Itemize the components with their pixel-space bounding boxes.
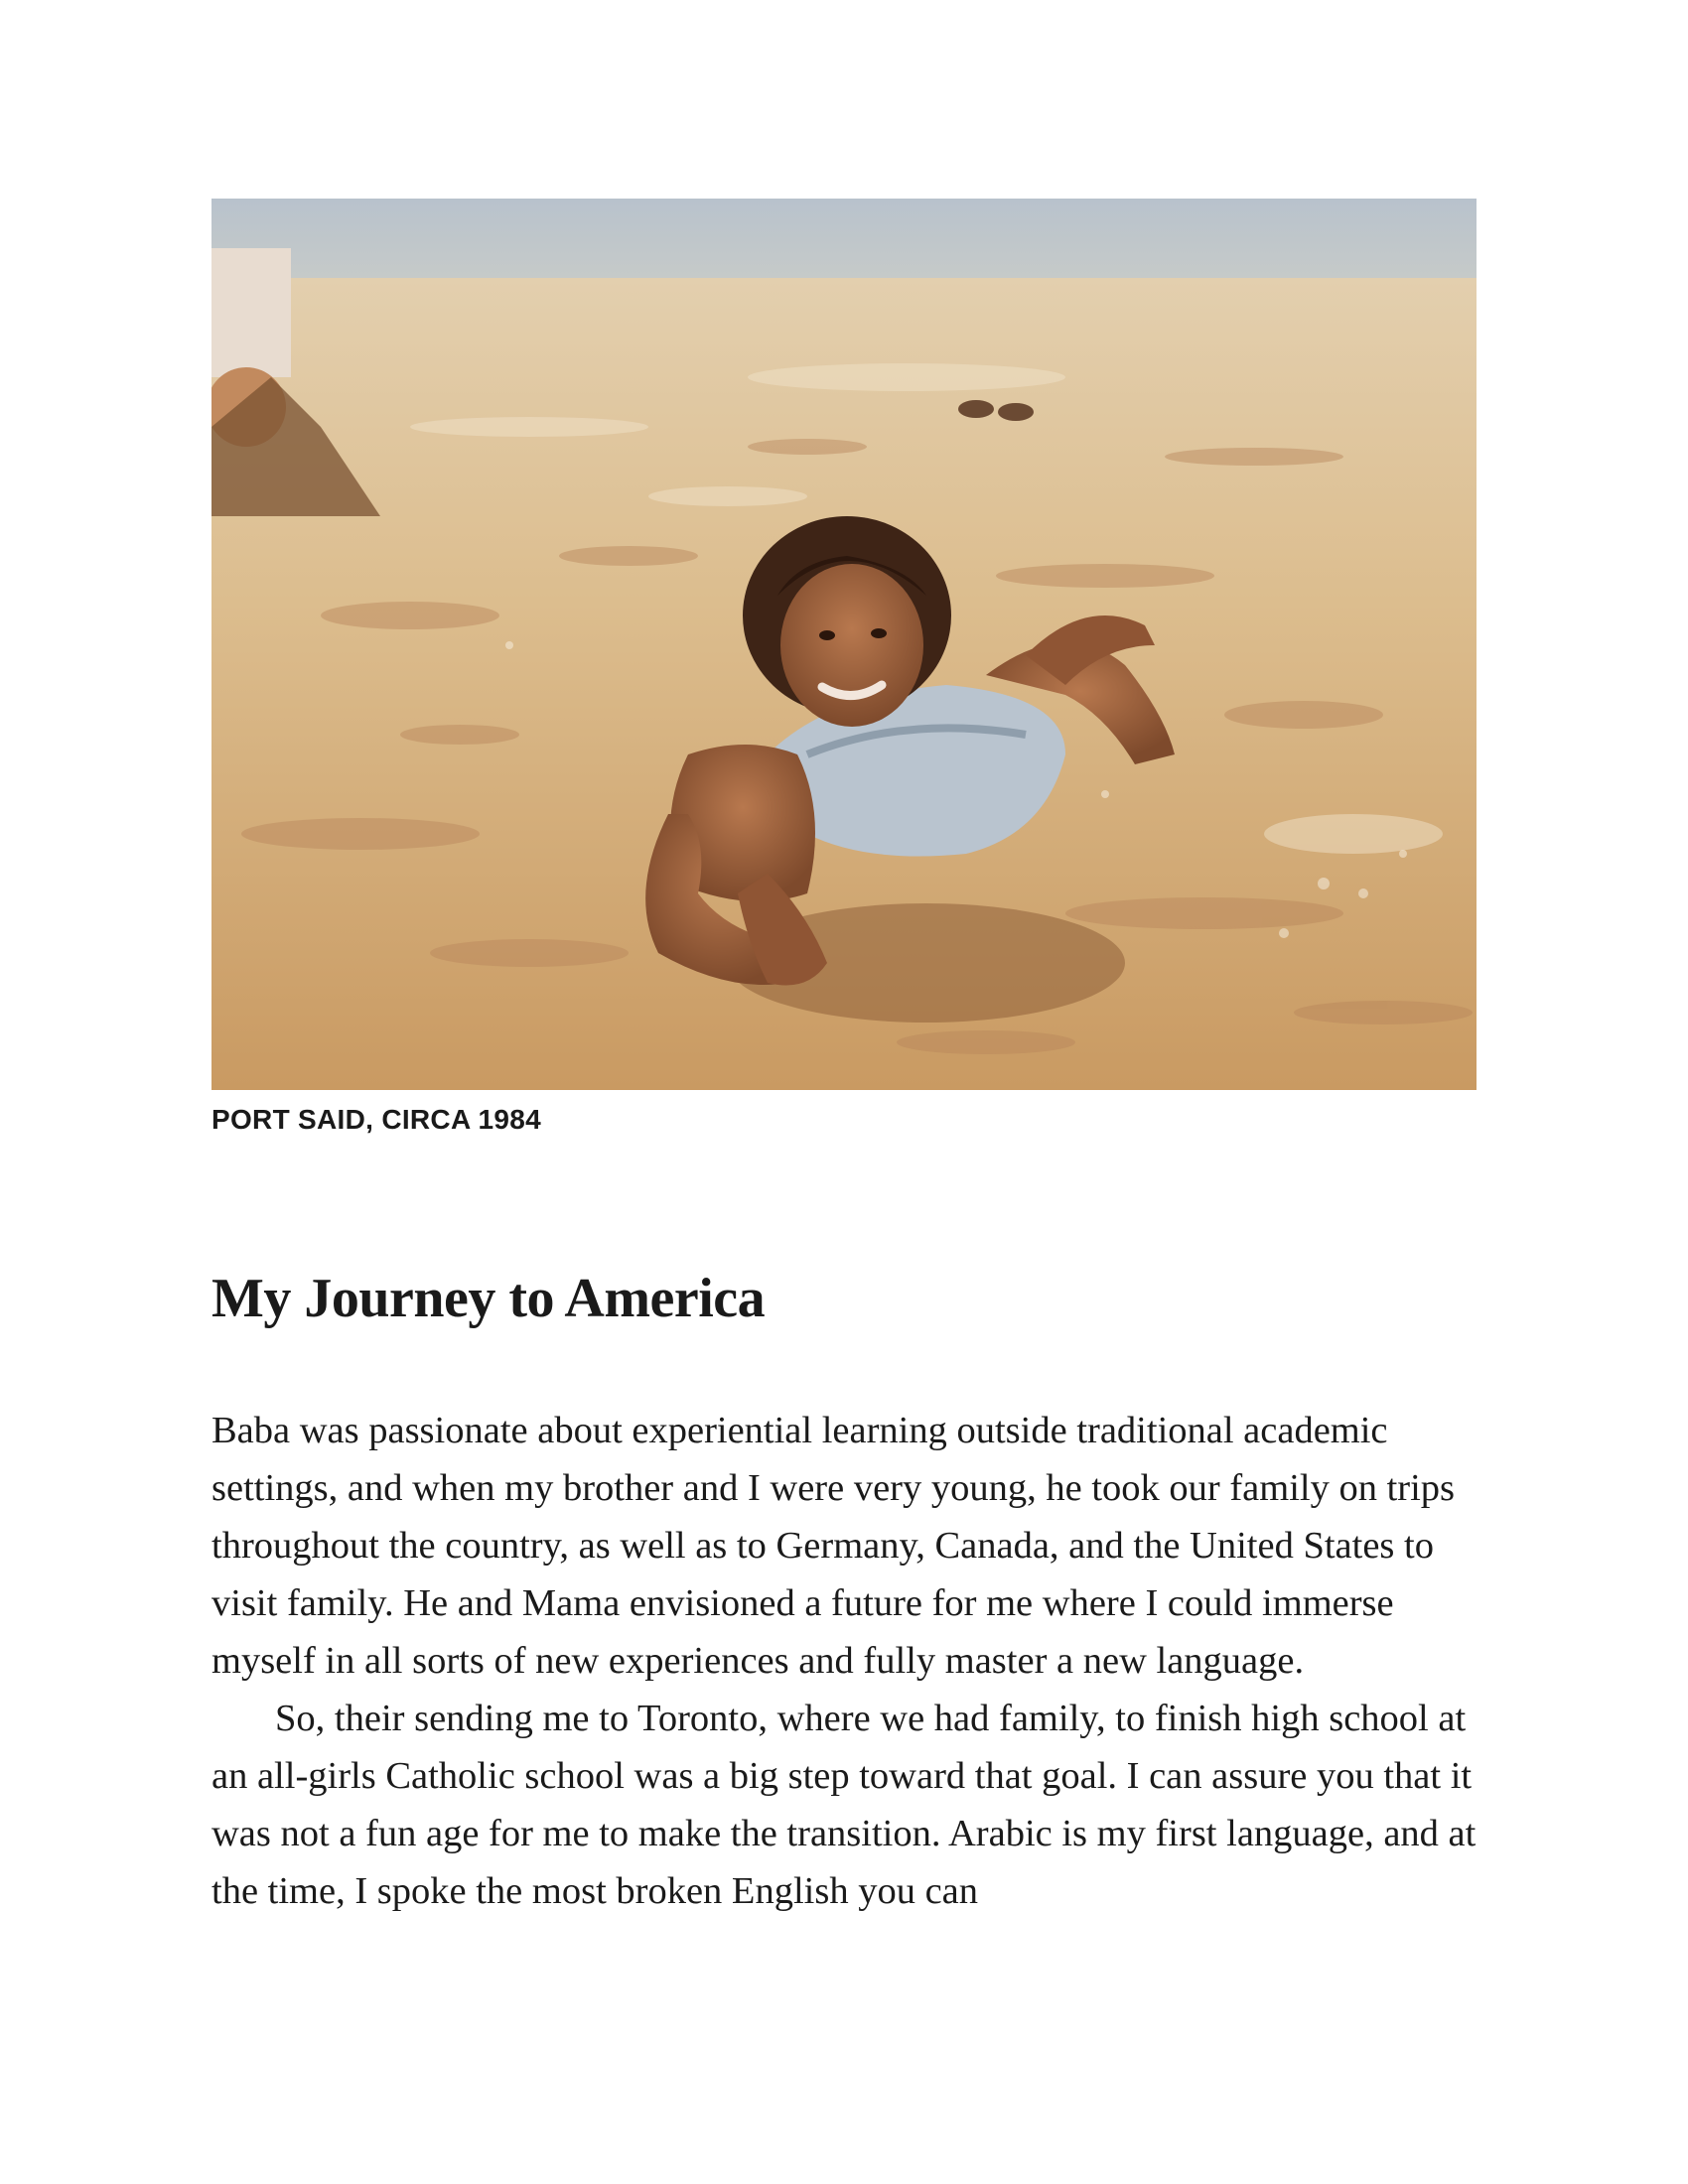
chapter-heading: My Journey to America — [211, 1268, 766, 1329]
paragraph-1: Baba was passionate about experiential learning outside traditional academic settings, and when my brother and I were very young, he took our family on trips throughout the country, as well as to Germany, Canada, and the United States to visit family. He and Mama envisioned a future for me where I could immerse myself in all sorts of new experiences and fully master a new language. — [211, 1410, 1456, 1682]
paragraph-2: So, their sending me to Toronto, where we had family, to finish high school at an all-girls Catholic school was a big step toward that goal. I can assure you that it was not a fun age for me to make the transition. Arabic is my first language, and at the time, I spoke the most broken English you can — [211, 1698, 1477, 1912]
photo-caption: PORT SAID, CIRCA 1984 — [211, 1104, 542, 1135]
beach-photo-icon — [211, 199, 1477, 1090]
body-text — [211, 1402, 1482, 1920]
beach-photo — [211, 199, 1477, 1090]
